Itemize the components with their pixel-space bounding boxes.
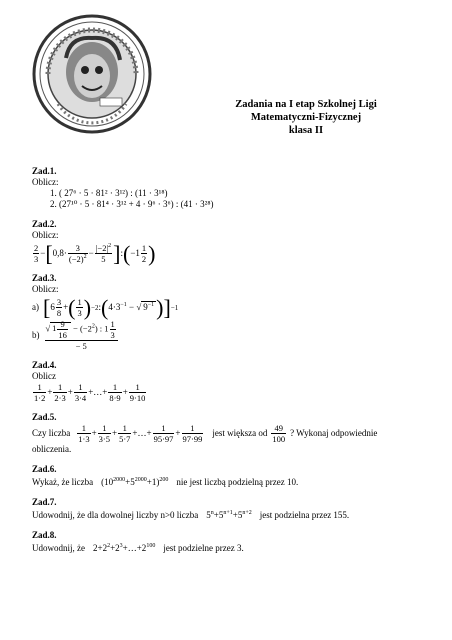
task-5-mid: jest większa od [212,428,268,438]
task-3-title: Zad.3. [32,273,57,283]
task-1-item-2: 2. (27¹⁰ · 5 · 81⁴ · 3¹² + 4 · 9⁶ · 3⁶) : (41 · 3²⁸) [50,199,214,209]
task-7-post: jest podzielna przez 155. [259,510,350,520]
task-2-expression: $\frac{2}{3}$ − [ 0,8· $\frac{3}{(-2)^2}$ − $\frac{|-2|^2}{5}$ ] : ( −1 $\frac{1}{2}$ ) [34,240,156,266]
task-3-intro: Oblicz: [32,284,59,294]
task-7-pre: Udowodnij, że dla dowolnej liczby n>0 liczba [32,510,199,520]
task-5-line: Czy liczba $\frac{1}{1\cdot 3}$ + $\frac{1}{3\cdot 5}$ + $\frac{1}{5\cdot 7}$ +…+ $\frac{1}{95\cdot 97}$ + $\frac{1}{97\cdot 99}$ jest większa od $\frac{49}{100}$ ? Wykonaj odpowiednie [32,423,378,444]
task-6-pre: Wykaż, że liczba [32,477,94,487]
document-header [190,98,422,137]
task-4-expression: $\frac{1}{1\cdot 2}$ + $\frac{1}{2\cdot 3}$ + $\frac{1}{3\cdot 4}$ +…+ $\frac{1}{8\cdot 9}$ + $\frac{1}{9\cdot 10}$ [34,382,146,403]
task-8-post: jest podzielne przez 3. [163,543,244,553]
task-5-post: ? Wykonaj odpowiednie [290,428,378,438]
task-8-pre: Udowodnij, że [32,543,85,553]
task-3b-label: b) [32,329,40,340]
task-3b-expression: b) √ 1 $\frac{9}{16}$ − $(-2^2)$ : 1 $\frac{1}{3}$ − 5 [32,319,432,351]
task-7-title: Zad.7. [32,497,57,507]
task-6-line: Wykaż, że liczba $(10^{2000}+5^{2000}+1)^{200}$ nie jest liczbą podzielną przez 10. [32,477,299,487]
task-3a-expression: a) [ 6 $\frac{3}{8}$ + ( $\frac{1}{3}$ ) −2 : ( $4\cdot 3^{-1}$ − √ $9^{-1}$ ) ] −1 [32,294,179,320]
task-1-intro: Oblicz: [32,177,59,187]
task-8-line: Udowodnij, że $2+2^2+2^3+\dots+2^{100}$ jest podzielne przez 3. [32,543,244,553]
task-6-title: Zad.6. [32,464,57,474]
task-5-line-2: obliczenia. [32,444,72,454]
task-4-intro: Oblicz [32,371,56,381]
header-line-3: klasa II [288,125,324,136]
task-1-title: Zad.1. [32,166,57,176]
task-2-title: Zad.2. [32,219,57,229]
task-5-pre: Czy liczba [32,428,71,438]
task-1-item-1: 1. ( 27⁶ · 5 · 81² · 3¹²) : (11 · 3¹⁸) [50,188,168,198]
tasks-list [32,166,432,554]
header-line-2: Matematyczni-Fizycznej [250,112,362,123]
school-seal-logo [30,12,154,136]
task-2-intro: Oblicz: [32,230,59,240]
task-3a-label: a) [32,302,39,312]
task-4-title: Zad.4. [32,360,57,370]
task-8-title: Zad.8. [32,530,57,540]
task-6-post: nie jest liczbą podzielną przez 10. [176,477,299,487]
task-5-title: Zad.5. [32,412,57,422]
task-7-line: Udowodnij, że dla dowolnej liczby n>0 liczba $5^n+5^{n+1}+5^{n+2}$ jest podzielna przez 155. [32,510,350,520]
header-line-1: Zadania na I etap Szkolnej Ligi [235,99,377,110]
